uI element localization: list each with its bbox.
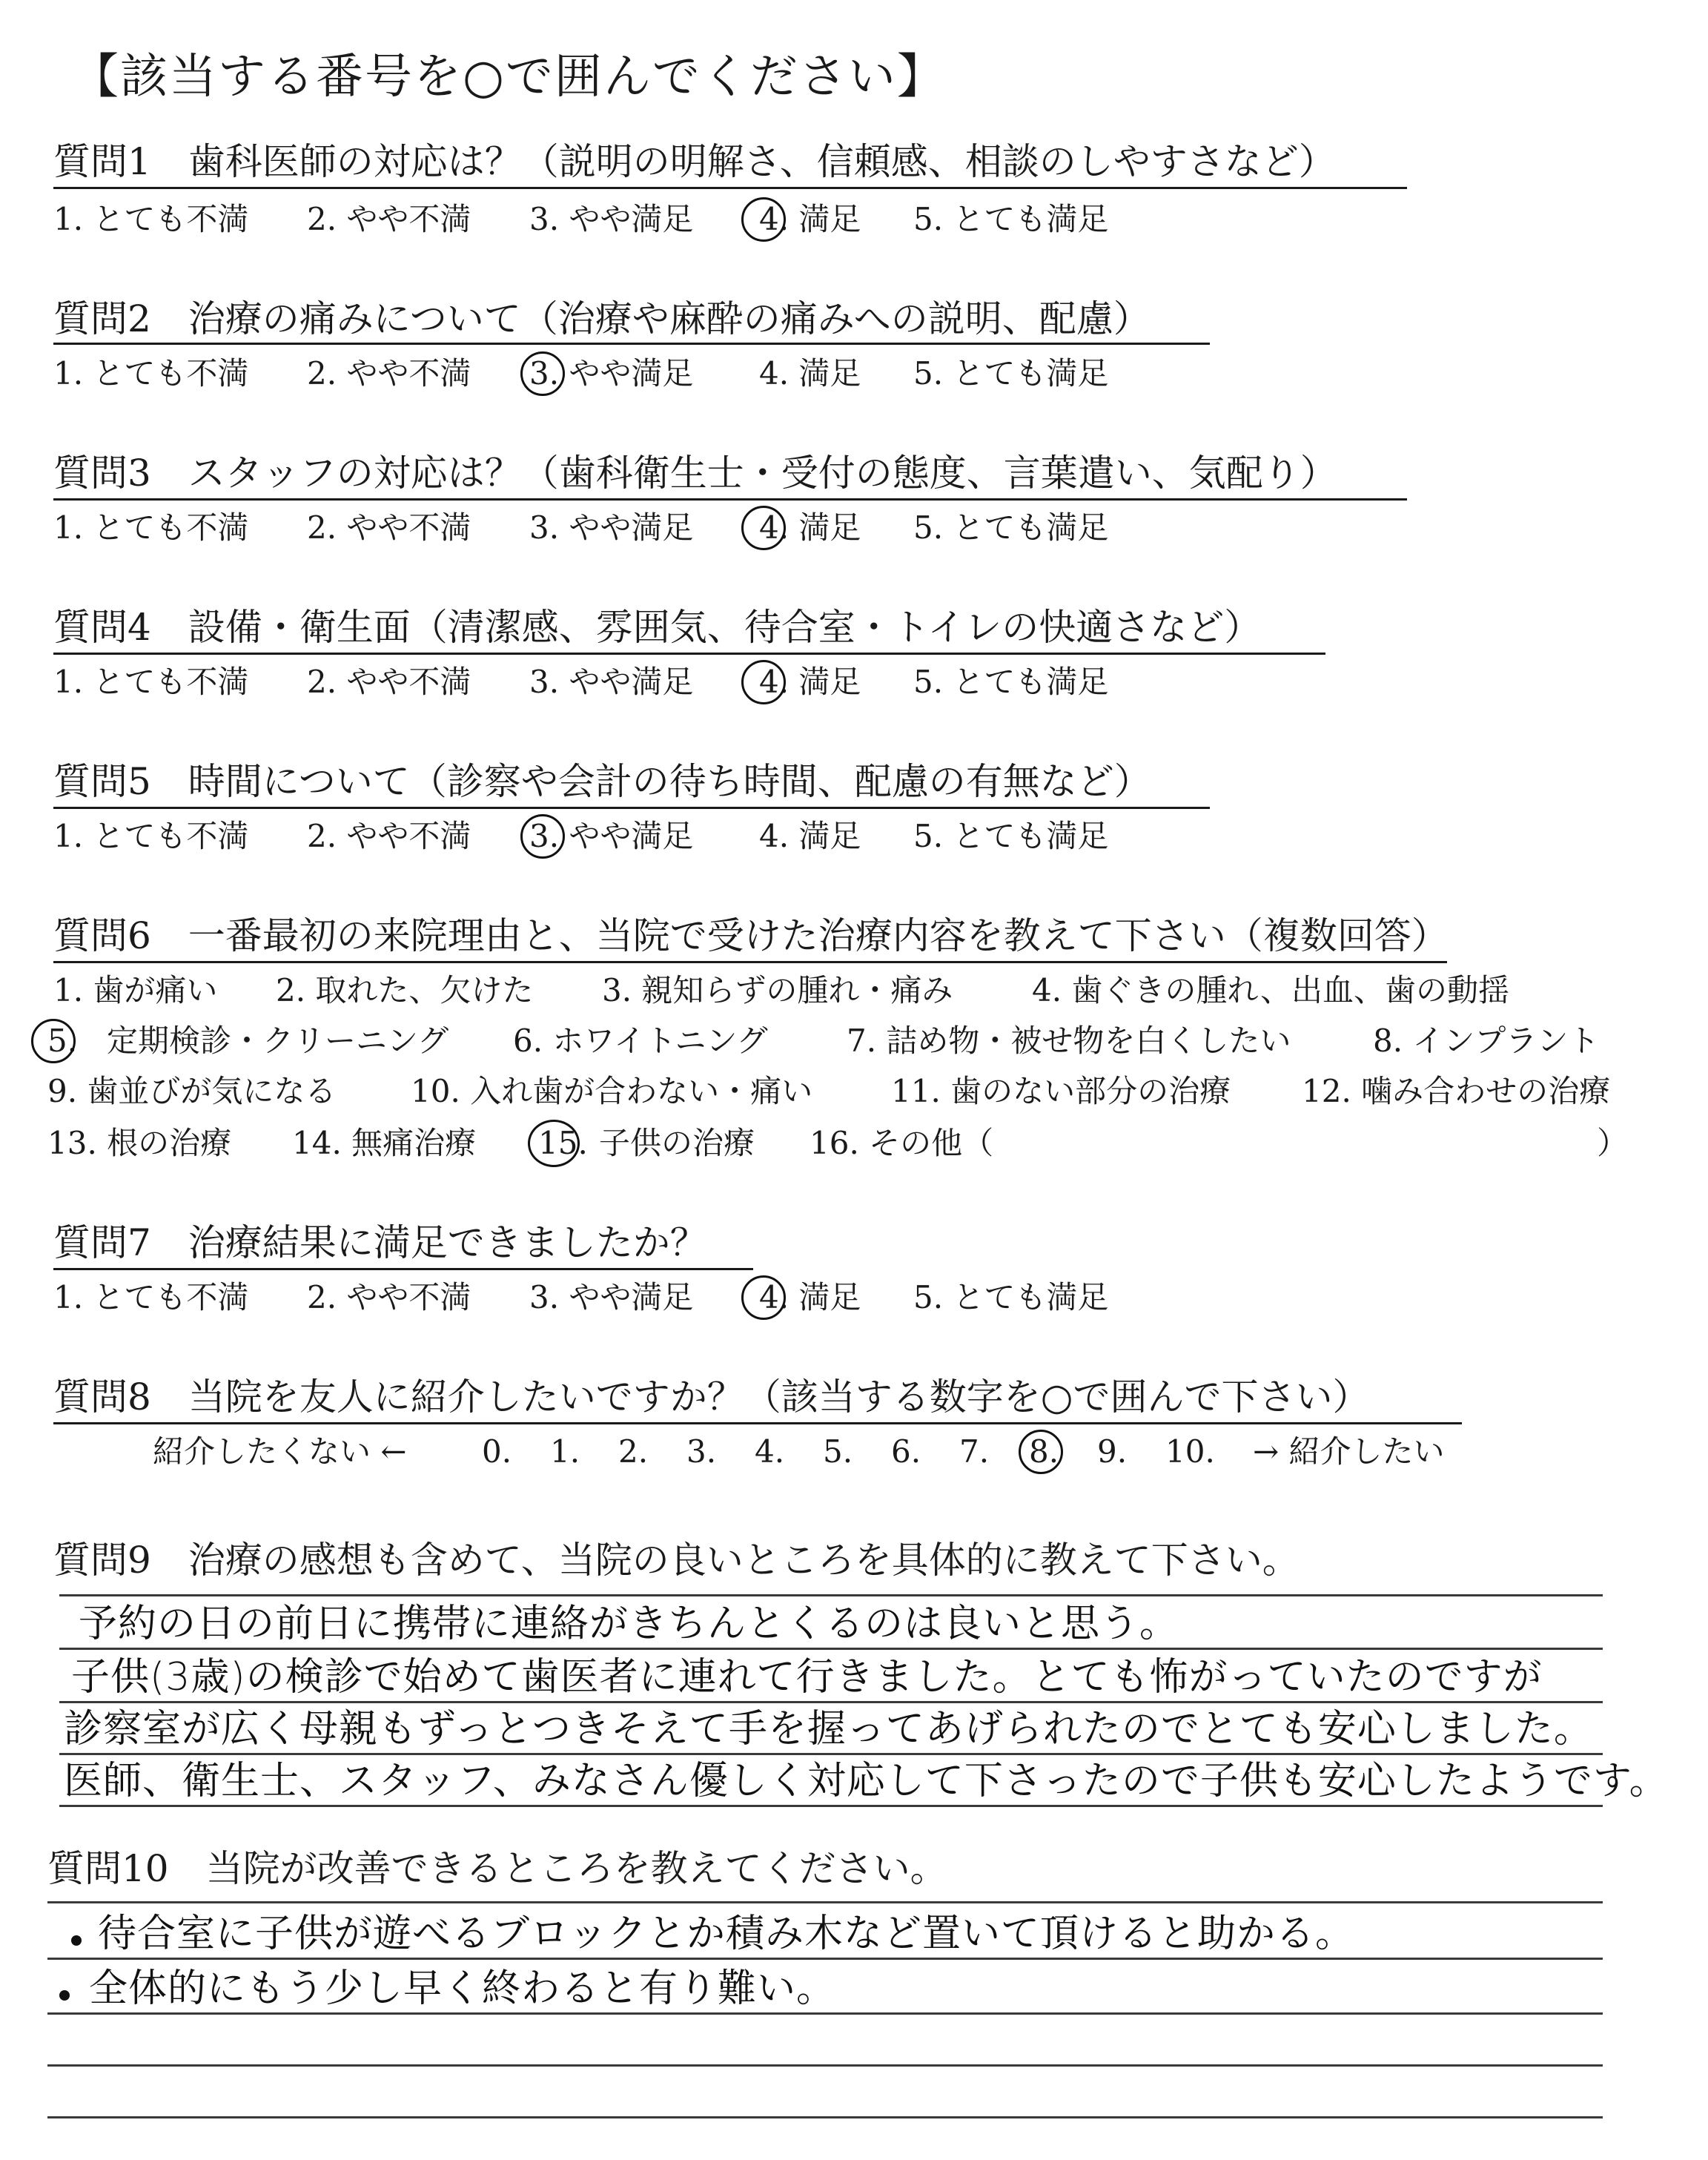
question-1-underline	[53, 187, 1407, 189]
q2-option-2[interactable]: 2. やや不満	[307, 355, 471, 392]
q6-option-5-number[interactable]: 5.	[47, 1023, 78, 1059]
q6-option-3[interactable]: 3. 親知らずの腫れ・痛み	[602, 972, 953, 1008]
q6-option-5-label[interactable]: 定期検診・クリーニング	[107, 1023, 449, 1059]
q6-option-7[interactable]: 7. 詰め物・被せ物を白くしたい	[847, 1023, 1291, 1059]
q9-answer-line-1: 予約の日の前日に携帯に連絡がきちんとくるのは良いと思う。	[79, 1602, 1179, 1646]
q9-ruled-line-5	[59, 1805, 1603, 1807]
q6-option-10[interactable]: 10. 入れ歯が合わない・痛い	[411, 1073, 813, 1109]
q6-option-13[interactable]: 13. 根の治療	[47, 1125, 232, 1161]
question-7-label: 質問7 治療結果に満足できましたか？	[53, 1221, 707, 1264]
q8-scale-2[interactable]: 2.	[618, 1433, 649, 1470]
q8-scale-7[interactable]: 7.	[959, 1433, 990, 1470]
question-8-label: 質問8 当院を友人に紹介したいですか？（該当する数字を○で囲んで下さい）	[53, 1375, 1370, 1418]
q2-option-4[interactable]: 4. 満足	[759, 355, 861, 392]
q9-answer-line-4: 医師、衛生士、スタッフ、みなさん優しく対応して下さったので子供も安心したようです。	[64, 1759, 1669, 1803]
q6-option-14[interactable]: 14. 無痛治療	[292, 1125, 477, 1161]
q8-scale-4[interactable]: 4.	[755, 1433, 785, 1470]
question-4-underline	[53, 653, 1325, 655]
question-3-label: 質問3 スタッフの対応は？（歯科衛生士・受付の態度、言葉遣い、気配り）	[53, 452, 1337, 495]
q9-ruled-line-1	[59, 1594, 1603, 1596]
q2-option-1[interactable]: 1. とても不満	[53, 355, 249, 392]
question-2-underline	[53, 343, 1210, 345]
q1-option-2[interactable]: 2. やや不満	[307, 201, 471, 237]
q3-option-4[interactable]: 4. 満足	[759, 509, 861, 546]
q2-selected-circle	[520, 351, 565, 396]
question-5-underline	[53, 807, 1210, 809]
q7-selected-circle	[741, 1275, 786, 1320]
q3-option-1[interactable]: 1. とても不満	[53, 509, 249, 546]
q10-answer-line-2: 全体的にもう少し早く終わると有り難い。	[89, 1966, 836, 2011]
q8-scale-9[interactable]: 9.	[1097, 1433, 1128, 1470]
q8-scale-3[interactable]: 3.	[686, 1433, 717, 1470]
q7-option-2[interactable]: 2. やや不満	[307, 1279, 471, 1315]
q8-scale-right-label: → 紹介したい	[1253, 1433, 1445, 1470]
q8-scale-8[interactable]: 8.	[1029, 1433, 1059, 1470]
q2-option-5[interactable]: 5. とても満足	[913, 355, 1109, 392]
question-3-underline	[53, 498, 1407, 501]
q8-scale-0[interactable]: 0.	[482, 1433, 512, 1470]
question-5-label: 質問5 時間について（診察や会計の待ち時間、配慮の有無など）	[53, 760, 1151, 803]
q1-option-5[interactable]: 5. とても満足	[913, 201, 1109, 237]
q7-option-5[interactable]: 5. とても満足	[913, 1279, 1109, 1315]
q6-option-8[interactable]: 8. インプラント	[1373, 1023, 1600, 1059]
q6-option-12[interactable]: 12. 噛み合わせの治療	[1302, 1073, 1611, 1109]
q9-ruled-line-4	[59, 1753, 1603, 1755]
q1-selected-circle	[741, 197, 786, 242]
question-2-label: 質問2 治療の痛みについて（治療や麻酔の痛みへの説明、配慮）	[53, 297, 1151, 340]
q6-option-9[interactable]: 9. 歯並びが気になる	[47, 1073, 337, 1109]
q5-selected-circle	[520, 814, 565, 859]
q10-ruled-line-1	[47, 1901, 1603, 1903]
q3-option-2[interactable]: 2. やや不満	[307, 509, 471, 546]
question-7-underline	[53, 1268, 753, 1270]
q6-option-16[interactable]: 16. その他（	[810, 1125, 994, 1161]
q6-option-11[interactable]: 11. 歯のない部分の治療	[891, 1073, 1231, 1109]
q10-ruled-line-5	[47, 2116, 1603, 2118]
q4-option-5[interactable]: 5. とても満足	[913, 664, 1109, 700]
q6-selected-circle-5	[31, 1019, 76, 1063]
q5-option-2[interactable]: 2. やや不満	[307, 818, 471, 854]
q1-option-3[interactable]: 3. やや満足	[529, 201, 694, 237]
q10-ruled-line-4	[47, 2064, 1603, 2067]
q5-option-1[interactable]: 1. とても不満	[53, 818, 249, 854]
question-1-label: 質問1 歯科医師の対応は？（説明の明解さ、信頼感、相談のしやすさなど）	[53, 140, 1336, 183]
question-4-label: 質問4 設備・衛生面（清潔感、雰囲気、待合室・トイレの快適さなど）	[53, 606, 1262, 649]
q10-answer-line-1: 待合室に子供が遊べるブロックとか積み木など置いて頂けると助かる。	[98, 1912, 1354, 1956]
q1-option-1[interactable]: 1. とても不満	[53, 201, 249, 237]
q6-option-15-number[interactable]: 15.	[538, 1125, 588, 1161]
q9-ruled-line-3	[59, 1701, 1603, 1703]
q6-other-close-paren: ）	[1597, 1125, 1629, 1161]
q10-bullet-2	[59, 1990, 70, 2001]
q3-option-3[interactable]: 3. やや満足	[529, 509, 694, 546]
q5-option-5[interactable]: 5. とても満足	[913, 818, 1109, 854]
question-8-underline	[53, 1422, 1462, 1424]
q4-option-1[interactable]: 1. とても不満	[53, 664, 249, 700]
question-10-label: 質問10 当院が改善できるところを教えてください。	[47, 1847, 947, 1890]
q6-option-4[interactable]: 4. 歯ぐきの腫れ、出血、歯の動揺	[1032, 972, 1509, 1008]
q6-option-1[interactable]: 1. 歯が痛い	[53, 972, 218, 1008]
q4-selected-circle	[741, 660, 786, 704]
q6-option-6[interactable]: 6. ホワイトニング	[513, 1023, 768, 1059]
q5-option-3[interactable]: 3. やや満足	[529, 818, 694, 854]
form-title: 【該当する番号を○で囲んでください】	[71, 50, 946, 105]
q4-option-2[interactable]: 2. やや不満	[307, 664, 471, 700]
q8-scale-left-label: 紹介したくない ←	[153, 1433, 407, 1470]
question-9-label: 質問9 治療の感想も含めて、当院の良いところを具体的に教えて下さい。	[53, 1539, 1300, 1582]
q8-scale-1[interactable]: 1.	[550, 1433, 580, 1470]
q8-scale-10[interactable]: 10.	[1165, 1433, 1215, 1470]
q1-option-4[interactable]: 4. 満足	[759, 201, 861, 237]
q9-answer-line-2: 子供(3歳)の検診で始めて歯医者に連れて行きました。とても怖がっていたのですが	[71, 1655, 1543, 1700]
q6-selected-circle-15	[528, 1120, 580, 1167]
question-6-label: 質問6 一番最初の来院理由と、当院で受けた治療内容を教えて下さい（複数回答）	[53, 914, 1449, 957]
q7-option-4[interactable]: 4. 満足	[759, 1279, 861, 1315]
question-6-underline	[53, 961, 1447, 963]
q6-option-15-label[interactable]: 子供の治療	[599, 1125, 755, 1161]
q2-option-3[interactable]: 3. やや満足	[529, 355, 694, 392]
q8-scale-5[interactable]: 5.	[823, 1433, 853, 1470]
q4-option-3[interactable]: 3. やや満足	[529, 664, 694, 700]
q8-scale-6[interactable]: 6.	[891, 1433, 921, 1470]
q9-ruled-line-2	[59, 1648, 1603, 1650]
q3-selected-circle	[741, 506, 786, 550]
q10-ruled-line-2	[47, 1958, 1603, 1960]
q8-selected-circle	[1019, 1430, 1063, 1474]
q10-bullet-1	[71, 1935, 82, 1946]
q4-option-4[interactable]: 4. 満足	[759, 664, 861, 700]
q10-ruled-line-3	[47, 2012, 1603, 2015]
q7-option-3[interactable]: 3. やや満足	[529, 1279, 694, 1315]
q5-option-4[interactable]: 4. 満足	[759, 818, 861, 854]
q6-option-2[interactable]: 2. 取れた、欠けた	[276, 972, 534, 1008]
q7-option-1[interactable]: 1. とても不満	[53, 1279, 249, 1315]
q9-answer-line-3: 診察室が広く母親もずっとつきそえて手を握ってあげられたのでとても安心しました。	[64, 1707, 1593, 1751]
q3-option-5[interactable]: 5. とても満足	[913, 509, 1109, 546]
